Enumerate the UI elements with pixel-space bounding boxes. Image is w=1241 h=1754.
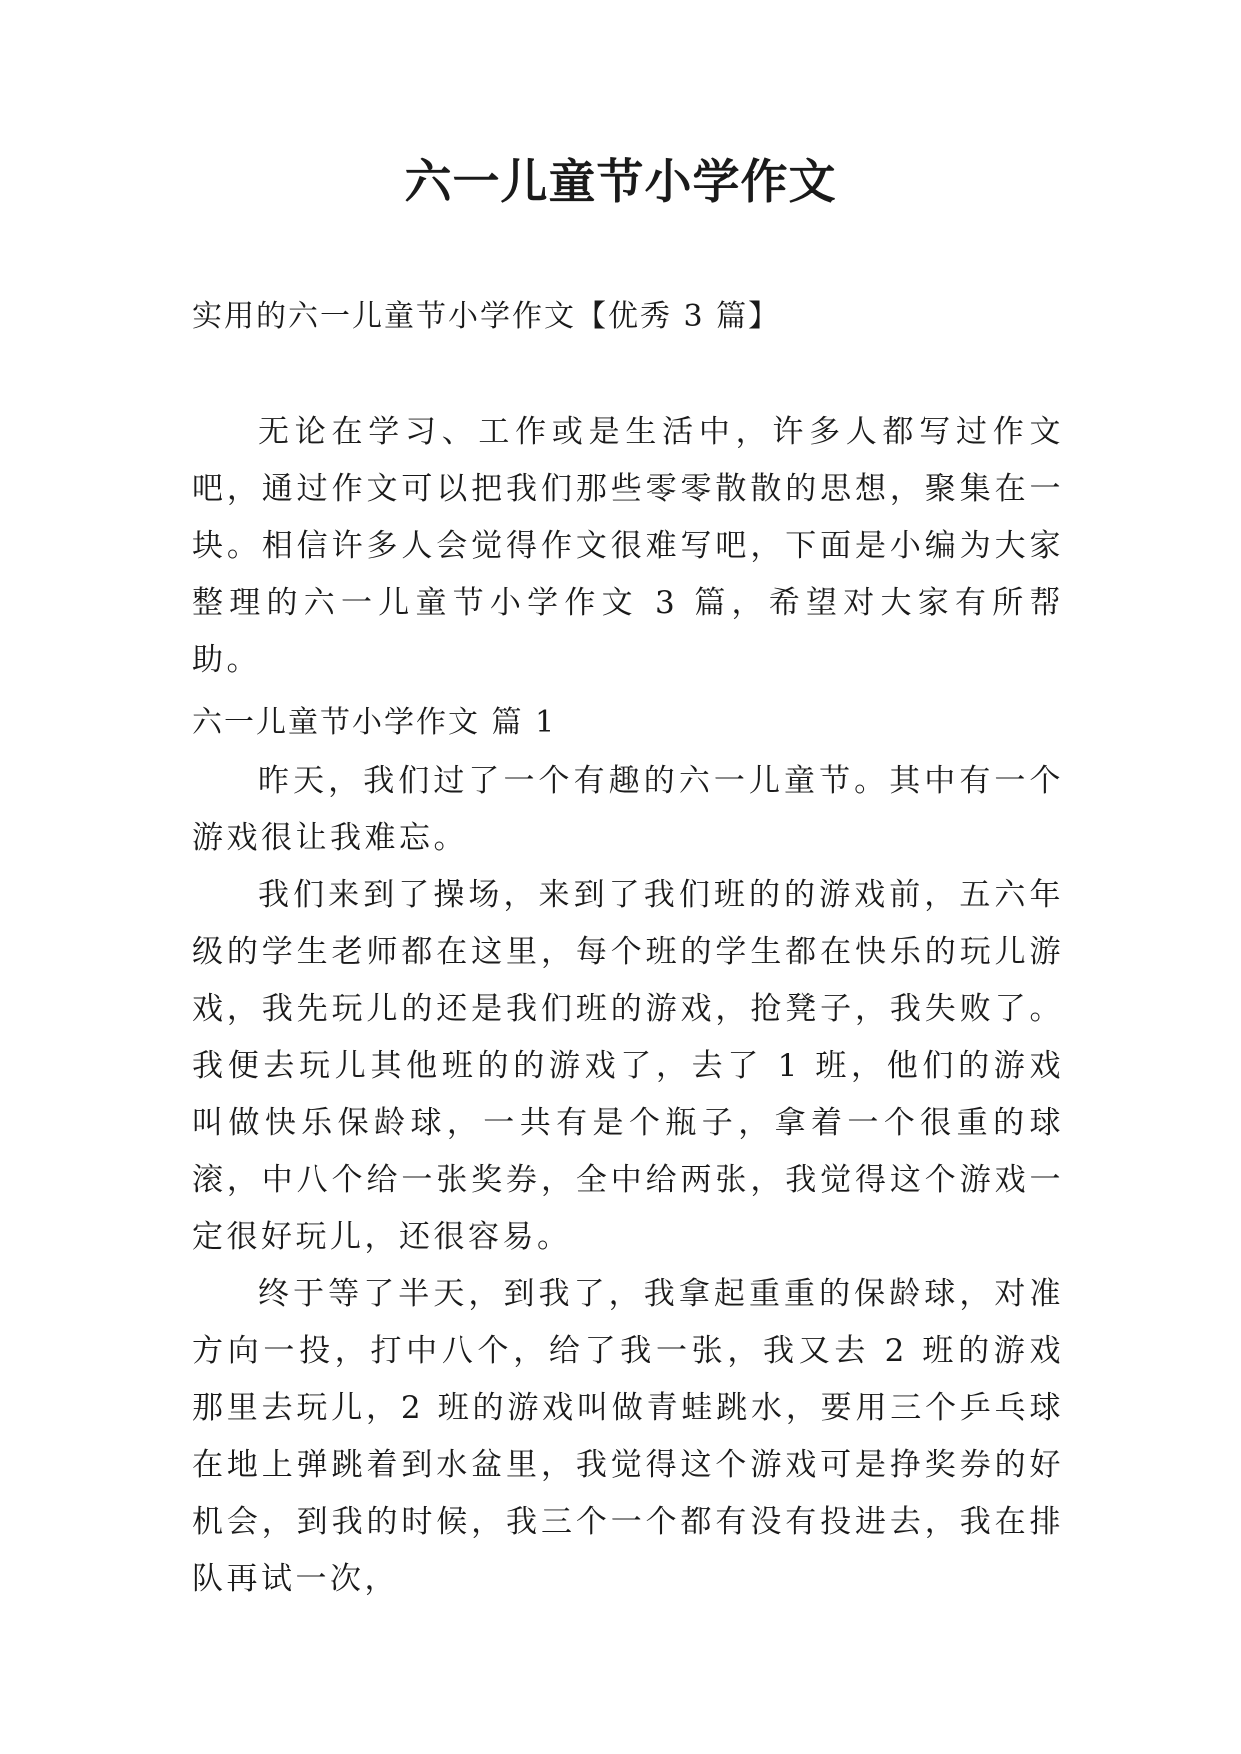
- essay-paragraph: 昨天，我们过了一个有趣的六一儿童节。其中有一个游戏很让我难忘。: [192, 763, 1064, 856]
- essay-body: [192, 753, 1064, 1608]
- essay-paragraph: 终于等了半天，到我了，我拿起重重的保龄球，对准方向一投，打中八个，给了我一张，我又去 2 班的游戏那里去玩儿，2 班的游戏叫做青蛙跳水，要用三个乒乓球在地上弹跳着到水盆里，我觉得这个游戏可是挣奖券的好机会，到我的时候，我三个一个都有没有投进去，我在排队再试一次，: [192, 1276, 1064, 1597]
- document-title: 六一儿童节小学作文: [404, 155, 837, 210]
- essay-paragraph: 我们来到了操场，来到了我们班的的游戏前，五六年级的学生老师都在这里，每个班的学生都在快乐的玩儿游戏，我先玩儿的还是我们班的游戏，抢凳子，我失败了。我便去玩儿其他班的的游戏了，去了 1 班，他们的游戏叫做快乐保龄球，一共有是个瓶子，拿着一个很重的球滚，中八个给一张奖券，全中给两张，我觉得这个游戏一定很好玩儿，还很容易。: [192, 877, 1064, 1255]
- section-heading: 六一儿童节小学作文 篇 1: [192, 705, 557, 740]
- document-subtitle: 实用的六一儿童节小学作文【优秀 3 篇】: [192, 299, 781, 334]
- intro-section: [192, 404, 1064, 689]
- intro-paragraph: 无论在学习、工作或是生活中，许多人都写过作文吧，通过作文可以把我们那些零零散散的思想，聚集在一块。相信许多人会觉得作文很难写吧，下面是小编为大家整理的六一儿童节小学作文 3 篇，希望对大家有所帮助。: [192, 414, 1064, 678]
